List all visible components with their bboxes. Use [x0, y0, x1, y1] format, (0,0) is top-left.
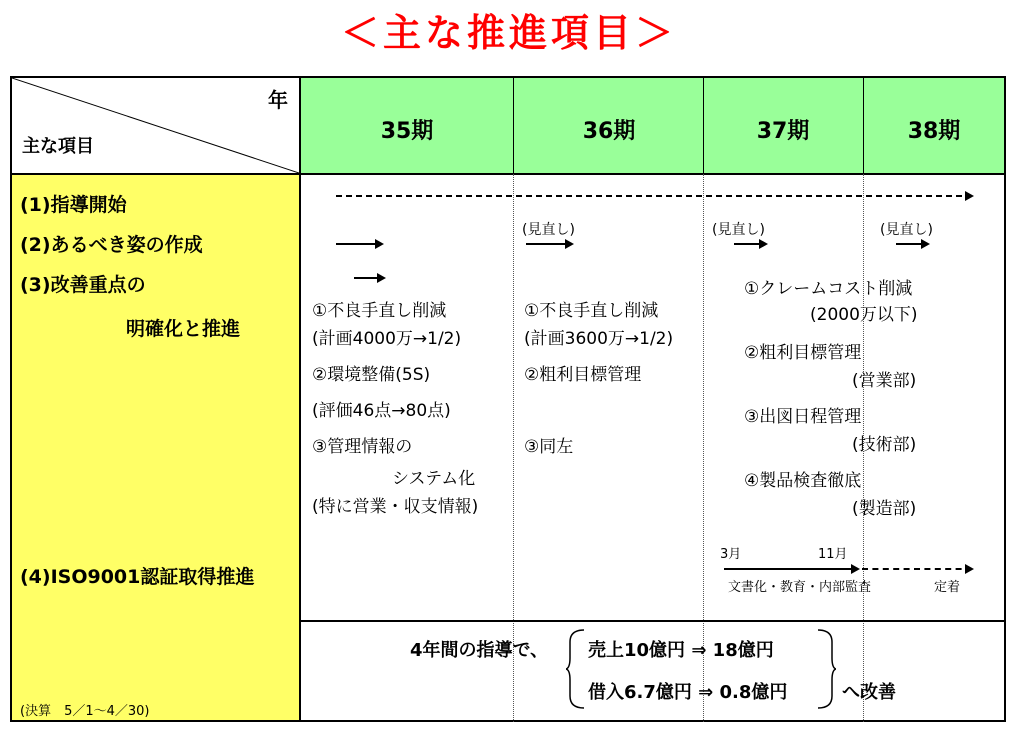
p35-line5: ③管理情報の [312, 437, 413, 457]
header-divider-38 [863, 76, 864, 174]
period-38: 38期 [907, 119, 961, 144]
items-label: 主な項目 [22, 136, 94, 157]
item-1: (1)指導開始 [20, 194, 127, 216]
p36-line4: ③同左 [524, 437, 574, 457]
iso-month-start: 3月 [720, 547, 742, 562]
p37-line7: ④製品検査徹底 [744, 471, 862, 491]
period-36: 36期 [582, 119, 636, 144]
review-label-36: (見直し) [522, 222, 575, 238]
iso-arrow-dashed [862, 568, 972, 570]
item-2: (2)あるべき姿の作成 [20, 234, 203, 256]
p36-line2: (計画3600万→1/2) [524, 329, 674, 349]
year-label: 年 [268, 88, 288, 112]
summary-debt: 借入6.7億円 ⇒ 0.8億円 [588, 682, 788, 703]
diagonal-header-line [12, 78, 299, 173]
period-35: 35期 [380, 119, 434, 144]
p35-line2: (計画4000万→1/2) [312, 329, 462, 349]
p35-line3: ②環境整備(5S) [312, 365, 431, 385]
p37-line3: ②粗利目標管理 [744, 343, 862, 363]
iso-arrow-solid [724, 568, 858, 570]
arrow-review-38 [896, 243, 928, 245]
p37-line5: ③出図日程管理 [744, 407, 862, 427]
arrow-improve-35 [354, 277, 384, 279]
header-divider-36 [513, 76, 514, 174]
p35-line6: システム化 [392, 469, 476, 489]
right-brace [816, 628, 836, 710]
arrow-review-37 [734, 243, 766, 245]
p35-line4: (評価46点→80点) [312, 401, 451, 421]
p36-line1: ①不良手直し削減 [524, 301, 659, 321]
p36-line3: ②粗利目標管理 [524, 365, 642, 385]
summary-outro: へ改善 [842, 682, 896, 703]
p37-line8: (製造部) [852, 499, 917, 519]
fiscal-note: (決算 5／1〜4／30) [20, 704, 150, 719]
iso-steps: 文書化・教育・内部監査 [728, 580, 872, 595]
p37-line6: (技術部) [852, 435, 917, 455]
header-divider-37 [703, 76, 704, 174]
summary-sales: 売上10億円 ⇒ 18億円 [588, 640, 774, 661]
page-title: ＜主な推進項目＞ [340, 11, 677, 55]
item-3-line2: 明確化と推進 [126, 318, 241, 340]
left-brace [566, 628, 586, 710]
arrow-review-36 [526, 243, 572, 245]
p37-line4: (営業部) [852, 371, 917, 391]
item-3-line1: (3)改善重点の [20, 274, 146, 296]
dashed-arrow-guidance [336, 195, 972, 197]
summary-intro: 4年間の指導で、 [410, 640, 549, 661]
header-divider [10, 173, 1006, 175]
review-label-37: (見直し) [712, 222, 765, 238]
arrow-ideal-35 [336, 243, 382, 245]
iso-settle: 定着 [934, 580, 961, 595]
summary-divider [300, 620, 1006, 622]
p35-line7: (特に営業・収支情報) [312, 497, 479, 517]
p35-line1: ①不良手直し削減 [312, 301, 447, 321]
period-37: 37期 [756, 119, 810, 144]
item-4: (4)ISO9001認証取得推進 [20, 566, 255, 588]
review-label-38: (見直し) [880, 222, 933, 238]
p37-line2: (2000万以下) [810, 305, 918, 325]
items-column-divider [299, 76, 301, 722]
iso-month-end: 11月 [818, 547, 848, 562]
p37-line1: ①クレームコスト削減 [744, 279, 913, 299]
